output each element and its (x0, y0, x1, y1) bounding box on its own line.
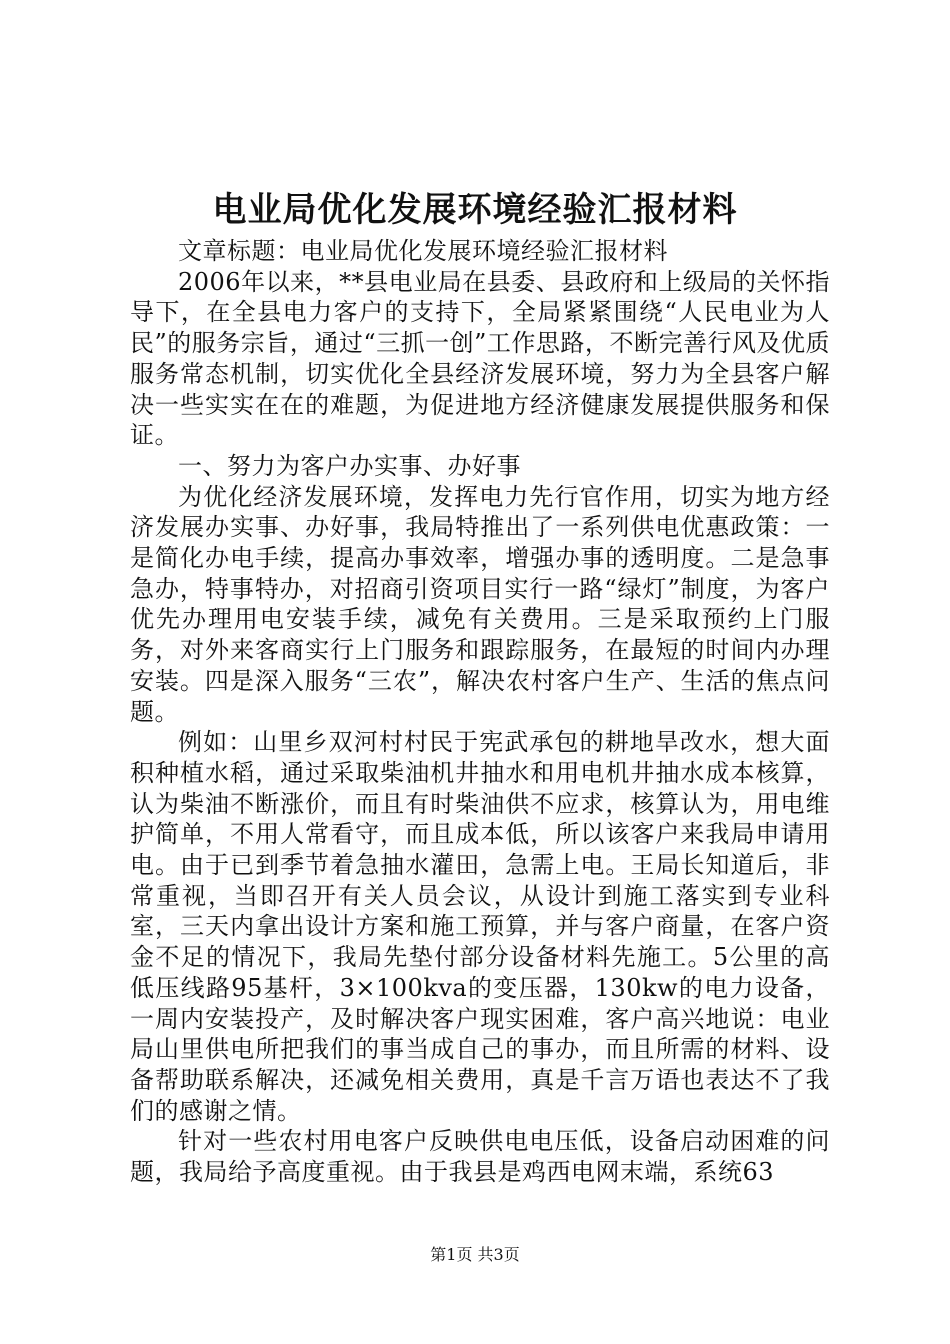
document-title: 电业局优化发展环境经验汇报材料 (212, 190, 738, 230)
paragraph-intro: 2006年以来，**县电业局在县委、县政府和上级局的关怀指导下，在全县电力客户的支持下，全局紧紧围绕“人民电业为人民”的服务宗旨，通过“三抓一创”工作思路，不断完善行风及优质服务常态机制，切实优化全县经济发展环境，努力为全县客户解决一些实实在在的难题，为促进地方经济健康发展提供服务和保证。 (130, 267, 830, 450)
paragraph-article-title: 文章标题：电业局优化发展环境经验汇报材料 (178, 237, 668, 265)
paragraph-voltage-issue: 针对一些农村用电客户反映供电电压低，设备启动困难的问题，我局给予高度重视。由于我县是鸡西电网末端，系统63 (130, 1127, 830, 1187)
section-heading-1: 一、努力为客户办实事、办好事 (178, 451, 521, 480)
document-body (130, 236, 830, 1188)
page-footer: 第1页 共3页 (430, 1245, 520, 1264)
paragraph-example: 例如：山里乡双河村村民于宪武承包的耕地旱改水，想大面积种植水稻，通过采取柴油机井抽水和用电机井抽水成本核算，认为柴油不断涨价，而且有时柴油供不应求，核算认为，用电维护简单，不用人常看守，而且成本低，所以该客户来我局申请用电。由于已到季节着急抽水灌田，急需上电。王局长知道后，非常重视，当即召开有关人员会议，从设计到施工落实到专业科室，三天内拿出设计方案和施工预算，并与客户商量，在客户资金不足的情况下，我局先垫付部分设备材料先施工。5公里的高低压线路95基杆，3×100kva的变压器，130kw的电力设备，一周内安装投产，及时解决客户现实困难，客户高兴地说：电业局山里供电所把我们的事当成自己的事办，而且所需的材料、设备帮助联系解决，还减免相关费用，真是千言万语也表达不了我们的感谢之情。 (130, 728, 830, 1125)
paragraph-policies: 为优化经济发展环境，发挥电力先行官作用，切实为地方经济发展办实事、办好事，我局特推出了一系列供电优惠政策：一是简化办电手续，提高办事效率，增强办事的透明度。二是急事急办，特事特办，对招商引资项目实行一路“绿灯”制度，为客户优先办理用电安装手续，减免有关费用。三是采取预约上门服务，对外来客商实行上门服务和跟踪服务，在最短的时间内办理安装。四是深入服务“三农”，解决农村客户生产、生活的焦点问题。 (130, 482, 830, 726)
